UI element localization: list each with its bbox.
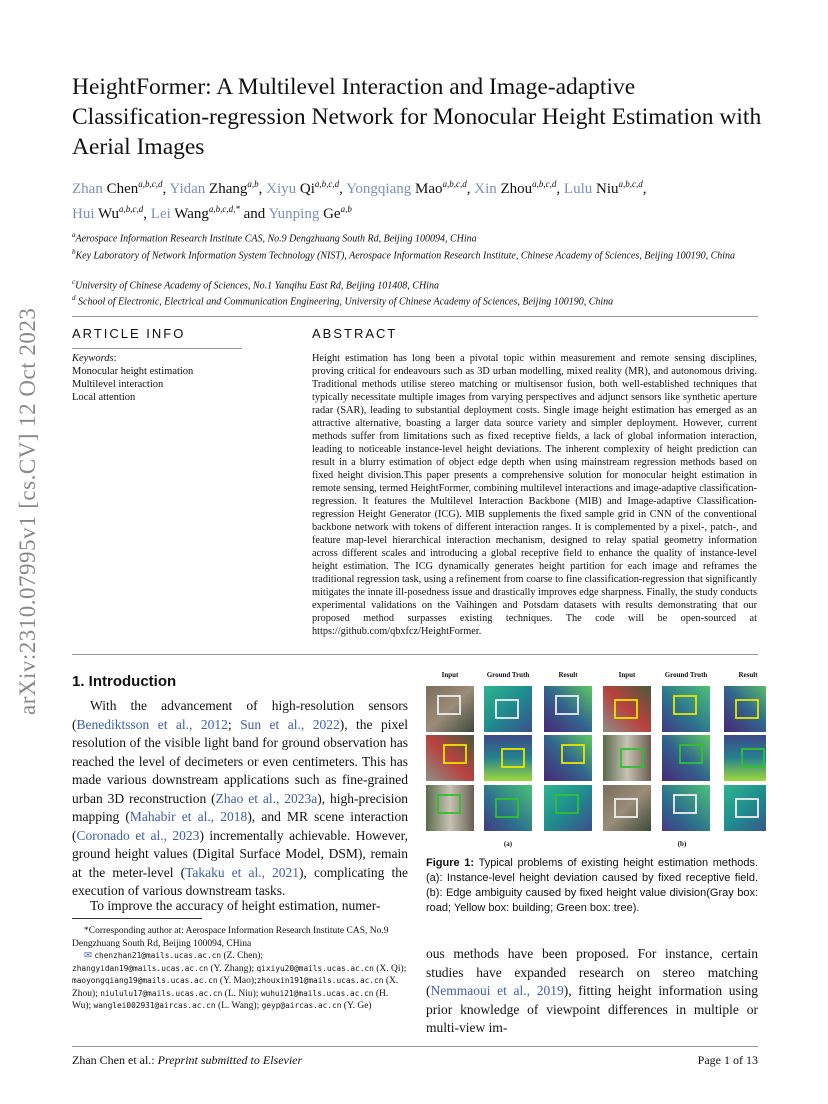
author <box>72 206 143 222</box>
text-run: ) incrementally achievable. However, ground height values (Digital Surface Model, DSM), remain at the meter-level ( <box>72 827 408 880</box>
page-footer <box>72 1053 758 1068</box>
email-address[interactable]: geyp@aircas.ac.cn <box>261 1001 342 1010</box>
figure-panel-image <box>603 686 651 732</box>
email-address[interactable]: zhouxin191@mails.ucas.ac.cn <box>256 976 384 985</box>
affiliation <box>72 229 757 245</box>
intro-paragraph-2: To improve the accuracy of height estimation, numer- <box>90 898 381 913</box>
author-separator: , <box>466 181 475 197</box>
abstract-divider <box>72 654 758 655</box>
citation-link[interactable]: Nemmaoui et al., 2019 <box>430 983 564 998</box>
author-affiliation-marks: a,b,c,d <box>138 179 163 189</box>
author-first-name: Xiyu <box>266 181 300 197</box>
email-icon: ✉ <box>84 951 95 961</box>
figure-column-header: Input <box>618 671 636 679</box>
author-first-name: Lulu <box>563 181 596 197</box>
email-address[interactable]: zhangyidan19@mails.ucas.ac.cn <box>72 963 209 973</box>
email-owner: (H. Wu); <box>72 988 389 1011</box>
text-run: ), the pixel resolution of the visible light band for ground observation has reached the level of decimeters or even centimeters. This has made various downstream applications such as fine-grained urban 3D reconstruction ( <box>72 716 408 806</box>
author-separator: , <box>258 181 267 197</box>
author-separator: , <box>339 181 347 197</box>
email-owner: (X. Qi); <box>373 963 407 974</box>
email-address[interactable]: wanglei002931@aircas.ac.cn <box>93 1001 216 1010</box>
affiliation-text: School of Electronic, Electrical and Communication Engineering, University of Chinese Academy of Sciences, Beijing 100190, China <box>75 296 614 308</box>
keyword: Multilevel interaction <box>72 379 164 390</box>
text-run: ), high-precision mapping ( <box>72 790 408 824</box>
caption-text: Typical problems of existing height estimation methods. (a): Instance-level height deviation caused by fixed receptive field. (b): Edge ambiguity caused by fixed height value division(Gray box: road; Yellow box: building; Green box: tree). <box>426 857 759 914</box>
figure-panel-image <box>426 686 474 732</box>
author-last-name: Zhang <box>209 181 248 197</box>
figure-1 <box>426 668 766 853</box>
citation-link[interactable]: Takaku et al., 2021 <box>185 864 300 880</box>
figure-panel-image <box>484 785 532 831</box>
author <box>72 181 163 197</box>
keywords-label: Keywords <box>72 353 114 364</box>
footnote <box>72 925 408 1013</box>
figure-panel-image <box>544 686 592 732</box>
author-last-name: Ge <box>323 206 341 222</box>
intro-paragraph-1 <box>72 697 408 901</box>
author-affiliation-marks: a,b,c,d <box>119 204 144 214</box>
author-separator: , <box>162 181 170 197</box>
figure-column-header: Result <box>558 671 578 679</box>
author-separator: , <box>143 206 151 222</box>
affiliation <box>72 246 757 262</box>
article-info-divider <box>72 348 242 349</box>
author <box>151 206 240 222</box>
author-first-name: Zhan <box>72 181 107 197</box>
affiliation-text: Key Laboratory of Network Information System Technology (NIST), Aerospace Information Research Institute, Chinese Academy of Sciences, Beijing 100190, China <box>75 250 736 262</box>
author-affiliation-marks: a,b,c,d <box>442 179 467 189</box>
email-owner: (L. Wang); <box>215 1001 262 1011</box>
author-first-name: Hui <box>72 206 98 222</box>
figure-panel-image <box>724 785 766 831</box>
author-last-name: Niu <box>596 181 619 197</box>
figure-panels <box>426 668 766 853</box>
author-separator: and <box>239 206 269 222</box>
author-affiliation-marks: a,b,c,d,* <box>208 204 240 214</box>
citation-link[interactable]: Mahabir et al., 2018 <box>129 809 248 824</box>
email-owner: (Y. Zhang); <box>208 963 257 974</box>
keywords-list <box>72 365 242 404</box>
keyword: Monocular height estimation <box>72 366 194 377</box>
text-run: ), and MR scene interaction ( <box>72 809 408 843</box>
email-owner: (X. Zhou); <box>72 976 399 999</box>
figure-panel-image <box>724 686 766 732</box>
author-list <box>72 174 762 224</box>
author-affiliation-marks: a,b <box>247 179 259 189</box>
citation-link[interactable]: Benediktsson et al., 2012 <box>76 716 228 732</box>
author <box>266 181 339 197</box>
affiliation-mark: b <box>72 248 76 256</box>
figure-panel-image <box>662 686 710 732</box>
text-run: ous methods have been proposed. For instance, certain studies have expanded research on stereo matching ( <box>426 946 758 998</box>
author-last-name: Qi <box>299 181 315 197</box>
subfigure-b-label: (b) <box>677 840 687 848</box>
text-run: ), complicating the execution of various downstream tasks. <box>72 864 408 898</box>
author-affiliation-marks: a,b,c,d <box>314 179 340 189</box>
author-affiliation-marks: a,b,c,d <box>532 179 557 189</box>
author <box>474 181 556 197</box>
author-separator: , <box>642 181 647 197</box>
figure-column-header: Ground Truth <box>486 671 530 679</box>
figure-panel-image <box>484 686 532 732</box>
email-address[interactable]: wuhui21@mails.ucas.ac.cn <box>260 988 374 998</box>
keywords-block: Keywords: Monocular height estimation Multilevel interaction Local attention <box>72 352 242 404</box>
affiliation-text: University of Chinese Academy of Sciences, No.1 Yanqihu East Rd, Beijing 101408, CHina <box>75 280 439 292</box>
figure-column-header: Result <box>738 671 758 679</box>
citation-link[interactable]: Coronado et al., 2023 <box>76 827 200 843</box>
arxiv-identifier: arXiv:2310.07995v1 [cs.CV] 12 Oct 2023 <box>15 307 40 715</box>
figure-panel-image <box>724 735 766 781</box>
email-owner: (Z. Chen); <box>221 951 264 961</box>
email-address[interactable]: chenzhan21@mails.ucas.ac.cn <box>94 951 222 960</box>
corresponding-author-note: *Corresponding author at: Aerospace Information Research Institute CAS, No.9 Dengzhuang South Rd, Beijing 100094, CHina <box>72 926 389 949</box>
paper-title: HeightFormer: A Multilevel Interaction and Image-adaptive Classification-regression Network for Monocular Height Estimation with Aerial Images <box>72 74 762 160</box>
article-info-heading: ARTICLE INFO <box>72 326 186 341</box>
affiliation-mark: c <box>72 278 76 286</box>
figure-panel-image <box>662 785 710 831</box>
author-first-name: Yunping <box>268 206 324 222</box>
keyword: Local attention <box>72 392 136 403</box>
text-run: ), fitting height information using prior knowledge of viewpoint differences in multiple or multi-view im- <box>426 983 758 1035</box>
author <box>564 181 643 197</box>
author-separator: , <box>556 181 564 197</box>
affiliation-mark: a <box>72 231 76 239</box>
caption-label: Figure 1: <box>426 857 475 869</box>
email-owner: (Y. Mao); <box>217 976 257 986</box>
figure-caption <box>426 856 758 916</box>
top-divider <box>72 316 758 317</box>
affiliation-mark: d <box>72 294 76 302</box>
figure-column-header: Ground Truth <box>664 671 708 679</box>
footer-author: Zhan Chen et al.: <box>72 1053 155 1067</box>
email-owner: (Y. Ge) <box>341 1001 372 1011</box>
affiliation <box>72 276 757 292</box>
author <box>269 206 352 222</box>
footer-divider <box>72 1046 758 1047</box>
right-column-text <box>426 945 758 1038</box>
text-run: With the advancement of high-resolution sensors ( <box>72 698 408 732</box>
page-number: Page 1 of 13 <box>697 1053 758 1067</box>
author-last-name: Chen <box>106 181 139 197</box>
footer-venue: Preprint submitted to Elsevier <box>157 1053 303 1067</box>
email-address[interactable]: niululu17@mails.ucas.ac.cn <box>100 988 223 998</box>
author-first-name: Yidan <box>169 181 210 197</box>
affiliation <box>72 292 757 308</box>
abstract-text: Height estimation has long been a pivotal topic within measurement and remote sensing disciplines, proving critical for endeavours such as 3D urban modelling, mixed reality (MR), and autonomous driving. Traditional methods utilise stereo matching or multisensor fusion, both well-established techniques that typically necessitate multiple images from varying perspectives and adjunct sensors like synthetic aperture radar (SAR), leading to substantial deployment costs. Single image height estimation has emerged as an attractive alternative, boasting a larger data source variety and simpler deployment. However, current methods suffer from limitations such as fixed receptive fields, a lack of global information interaction, leading to noticeable instance-level height deviations. The inherent complexity of height prediction can result in a blurry estimation of object edge depth when using mainstream regression methods based on fixed height division.This paper presents a comprehensive solution for monocular height estimation in remote sensing, termed HeightFormer, combining multilevel interactions and image-adaptive classification-regression. It features the Multilevel Interaction Backbone (MIB) and Image-adaptive Classification-regression Height Generator (ICG). MIB supplements the fixed sample grid in CNN of the conventional backbone network with tokens of different interaction ranges. It is complemented by a pixel-, patch-, and feature map-level hierarchical interaction mechanism, designed to relay spatial geometry information across different scales and introducing a global receptive field to enhance the quality of instance-level height estimation. The ICG dynamically generates height partition for each image and reframes the traditional regression task, using a refinement from coarse to fine classification-regression that significantly mitigates the innate ill-posedness issue and drastically improves edge sharpness. Finally, the study conducts experimental validations on the Vaihingen and Potsdam datasets with results demonstrating that our proposed method surpasses existing techniques. The code will be open-sourced at https://github.com/qbxfcz/HeightFormer. <box>312 353 757 637</box>
email-address[interactable]: qixiyu20@mails.ucas.ac.cn <box>256 963 374 973</box>
figure-column-header: Input <box>441 671 459 679</box>
citation-link[interactable]: Zhao et al., 2023a <box>215 790 318 806</box>
author-first-name: Xin <box>474 181 501 197</box>
author <box>169 181 258 197</box>
author-last-name: Wang <box>174 206 209 222</box>
abstract-heading: ABSTRACT <box>312 326 398 341</box>
section-heading: 1. Introduction <box>72 673 177 690</box>
author-last-name: Mao <box>414 181 443 197</box>
affiliation-text: Aerospace Information Research Institute CAS, No.9 Dengzhuang South Rd, Beijing 100094, CHina <box>75 233 477 245</box>
figure-panel-image <box>603 785 651 831</box>
author-first-name: Lei <box>150 206 175 222</box>
figure-panel-image <box>426 785 474 831</box>
author-first-name: Yongqiang <box>346 181 415 197</box>
subfigure-a-label: (a) <box>503 840 513 848</box>
author-affiliation-marks: a,b <box>340 204 352 214</box>
email-address[interactable]: maoyongqiang19@mails.ucas.ac.cn <box>72 976 218 985</box>
author-affiliation-marks: a,b,c,d <box>618 179 643 189</box>
author <box>346 181 467 197</box>
author-last-name: Wu <box>97 206 120 222</box>
text-run: ; <box>227 716 241 732</box>
author-last-name: Zhou <box>500 181 533 197</box>
citation-link[interactable]: Sun et al., 2022 <box>240 716 340 732</box>
email-owner: (L. Niu); <box>222 988 261 999</box>
figure-panel-image <box>544 785 592 831</box>
footnote-rule <box>72 918 202 919</box>
email-list <box>72 950 408 1013</box>
